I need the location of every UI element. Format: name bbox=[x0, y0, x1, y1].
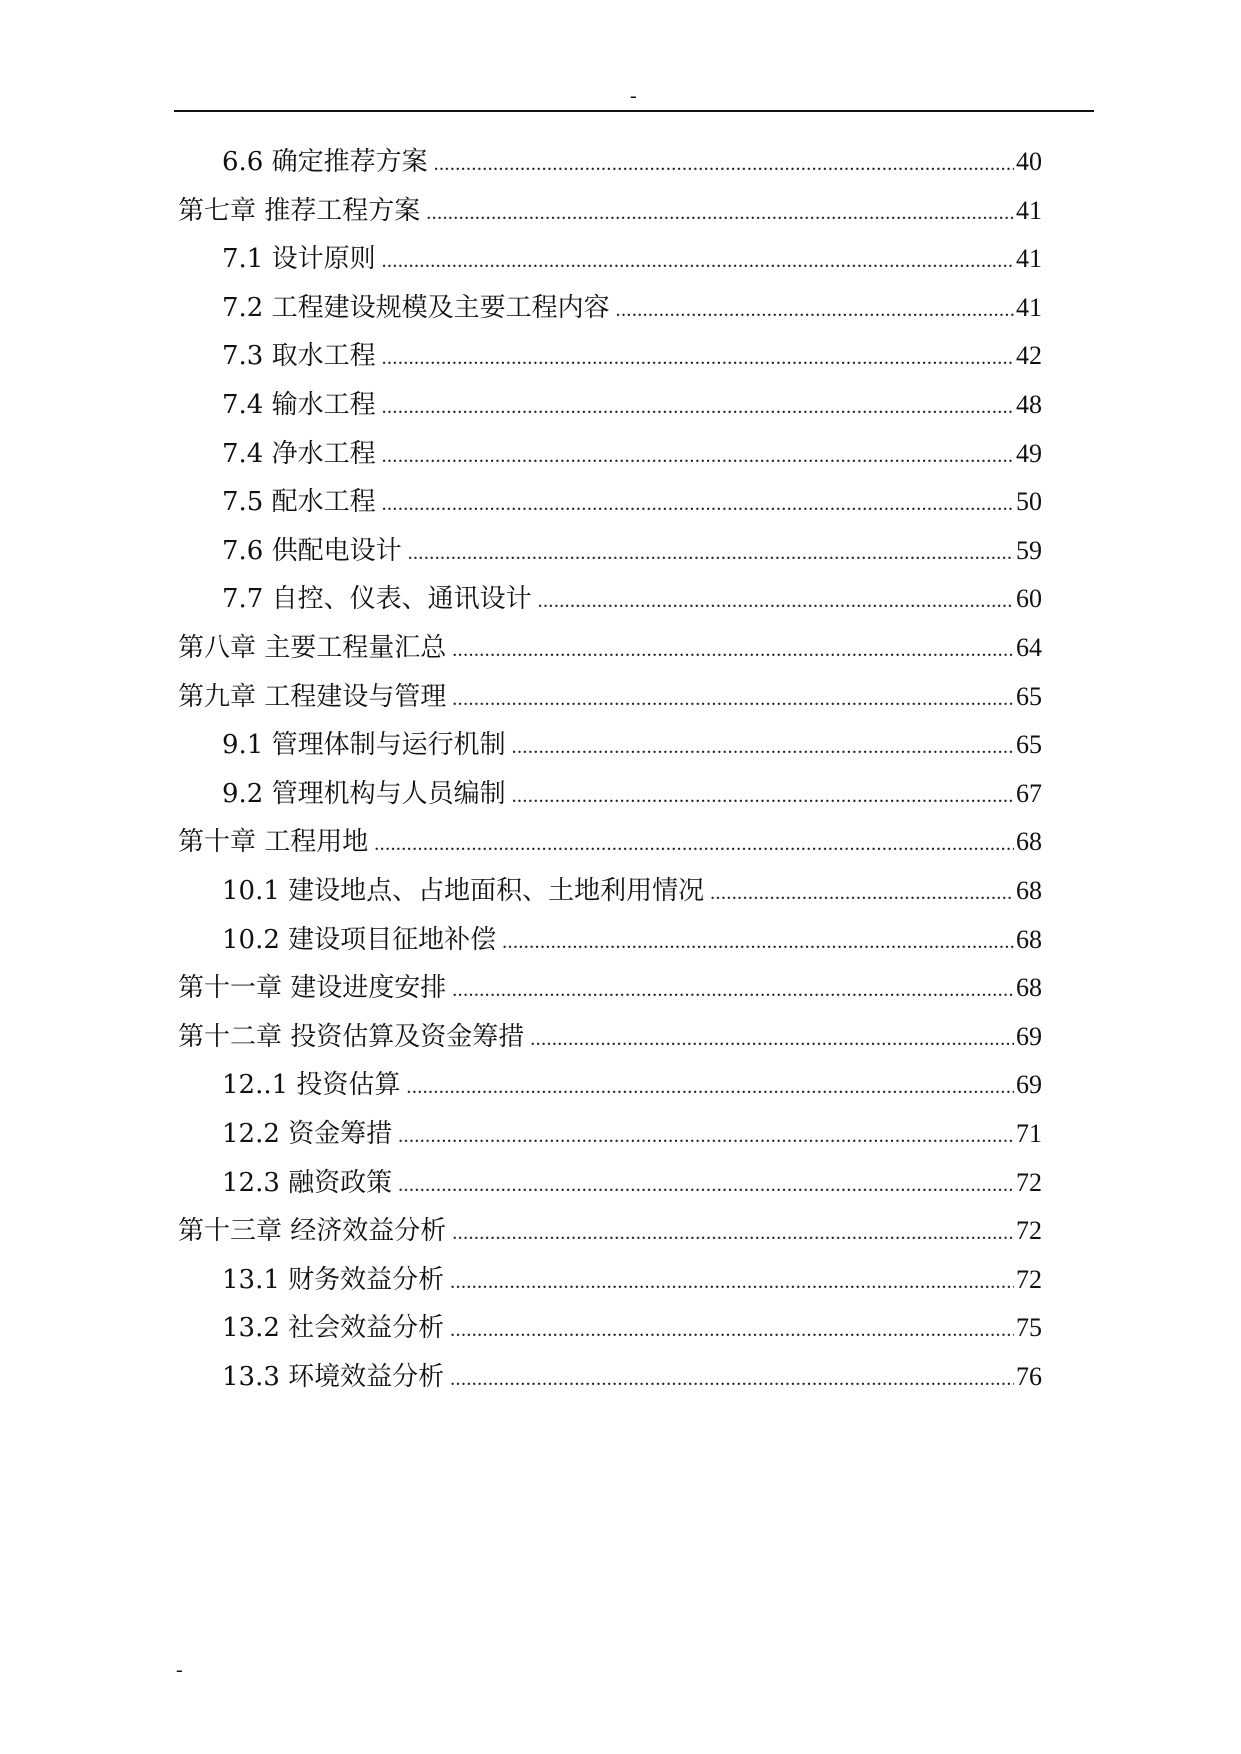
toc-entry-page-number: 48 bbox=[1016, 390, 1042, 419]
toc-dot-leader bbox=[616, 290, 1014, 330]
toc-entry[interactable] bbox=[178, 628, 1042, 668]
toc-dot-leader bbox=[382, 241, 1014, 281]
toc-dot-leader bbox=[502, 922, 1014, 962]
toc-entry-page-number: 64 bbox=[1016, 633, 1042, 662]
toc-dot-leader bbox=[512, 776, 1014, 816]
toc-entry[interactable] bbox=[178, 677, 1042, 717]
toc-entry[interactable] bbox=[222, 1114, 1042, 1154]
toc-entry-title: 7.4 输水工程 bbox=[222, 390, 376, 420]
toc-entry[interactable] bbox=[178, 968, 1042, 1008]
toc-entry-page-number: 41 bbox=[1016, 244, 1042, 273]
toc-entry-title: 7.2 工程建设规模及主要工程内容 bbox=[222, 293, 610, 323]
toc-entry-title: 第九章 工程建设与管理 bbox=[178, 682, 447, 712]
toc-entry-title: 第十一章 建设进度安排 bbox=[178, 973, 447, 1003]
toc-entry-title: 6.6 确定推荐方案 bbox=[222, 147, 428, 177]
toc-dot-leader bbox=[452, 970, 1014, 1010]
toc-entry[interactable] bbox=[222, 434, 1042, 474]
toc-dot-leader bbox=[382, 338, 1014, 378]
toc-entry-page-number: 41 bbox=[1016, 293, 1042, 322]
toc-entry[interactable] bbox=[222, 385, 1042, 425]
toc-entry-title: 13.2 社会效益分析 bbox=[222, 1313, 445, 1343]
toc-dot-leader bbox=[408, 533, 1014, 573]
toc-entry-title: 第十三章 经济效益分析 bbox=[178, 1216, 447, 1246]
toc-entry-title: 第八章 主要工程量汇总 bbox=[178, 633, 447, 663]
toc-entry-page-number: 49 bbox=[1016, 439, 1042, 468]
toc-dot-leader bbox=[434, 144, 1014, 184]
toc-entry-title: 第七章 推荐工程方案 bbox=[178, 196, 421, 226]
toc-dot-leader bbox=[426, 193, 1014, 233]
toc-entry[interactable] bbox=[222, 482, 1042, 522]
header-mark: - bbox=[630, 85, 637, 107]
toc-entry-title: 12.3 融资政策 bbox=[222, 1168, 393, 1198]
toc-entry-title: 7.1 设计原则 bbox=[222, 244, 376, 274]
toc-entry-page-number: 60 bbox=[1016, 584, 1042, 613]
toc-entry-page-number: 50 bbox=[1016, 487, 1042, 516]
toc-entry[interactable] bbox=[222, 725, 1042, 765]
toc-entry-page-number: 41 bbox=[1016, 196, 1042, 225]
toc-entry-page-number: 68 bbox=[1016, 876, 1042, 905]
toc-entry-title: 13.1 财务效益分析 bbox=[222, 1265, 445, 1295]
toc-dot-leader bbox=[450, 1262, 1014, 1302]
toc-entry-title: 7.3 取水工程 bbox=[222, 341, 376, 371]
toc-entry[interactable] bbox=[222, 336, 1042, 376]
toc-entry-title: 第十二章 投资估算及资金筹措 bbox=[178, 1022, 525, 1052]
toc-dot-leader bbox=[382, 484, 1014, 524]
toc-entry[interactable] bbox=[222, 288, 1042, 328]
toc-entry-title: 7.5 配水工程 bbox=[222, 487, 376, 517]
toc-entry[interactable] bbox=[222, 871, 1042, 911]
toc-entry[interactable] bbox=[222, 774, 1042, 814]
toc-entry-title: 13.3 环境效益分析 bbox=[222, 1362, 445, 1392]
toc-entry[interactable] bbox=[222, 1163, 1042, 1203]
toc-dot-leader bbox=[512, 727, 1014, 767]
toc-entry-page-number: 72 bbox=[1016, 1265, 1042, 1294]
toc-entry-page-number: 69 bbox=[1016, 1022, 1042, 1051]
toc-dot-leader bbox=[398, 1165, 1014, 1205]
toc-entry[interactable] bbox=[222, 920, 1042, 960]
toc-dot-leader bbox=[452, 1213, 1014, 1253]
toc-dot-leader bbox=[452, 679, 1014, 719]
toc-entry-page-number: 75 bbox=[1016, 1313, 1042, 1342]
toc-entry-page-number: 76 bbox=[1016, 1362, 1042, 1391]
toc-dot-leader bbox=[374, 824, 1014, 864]
toc-entry[interactable] bbox=[178, 1017, 1042, 1057]
toc-entry-page-number: 71 bbox=[1016, 1119, 1042, 1148]
toc-dot-leader bbox=[382, 436, 1014, 476]
toc-entry-page-number: 40 bbox=[1016, 147, 1042, 176]
toc-dot-leader bbox=[382, 387, 1014, 427]
toc-dot-leader bbox=[452, 630, 1014, 670]
toc-entry-title: 9.1 管理体制与运行机制 bbox=[222, 730, 506, 760]
toc-entry[interactable] bbox=[222, 1308, 1042, 1348]
toc-entry-page-number: 67 bbox=[1016, 779, 1042, 808]
toc-dot-leader bbox=[538, 581, 1014, 621]
toc-entry[interactable] bbox=[222, 531, 1042, 571]
toc-entry-title: 12..1 投资估算 bbox=[222, 1070, 401, 1100]
toc-entry-page-number: 59 bbox=[1016, 536, 1042, 565]
toc-entry[interactable] bbox=[222, 1065, 1042, 1105]
toc-dot-leader bbox=[450, 1310, 1014, 1350]
toc-entry-page-number: 68 bbox=[1016, 827, 1042, 856]
toc-dot-leader bbox=[450, 1359, 1014, 1399]
toc-entry-page-number: 69 bbox=[1016, 1070, 1042, 1099]
footer-mark: - bbox=[176, 1659, 183, 1681]
toc-entry[interactable] bbox=[222, 1357, 1042, 1397]
toc-entry-page-number: 68 bbox=[1016, 925, 1042, 954]
toc-entry[interactable] bbox=[222, 239, 1042, 279]
toc-dot-leader bbox=[398, 1116, 1014, 1156]
toc-entry[interactable] bbox=[178, 1211, 1042, 1251]
toc-entry[interactable] bbox=[178, 822, 1042, 862]
toc-dot-leader bbox=[710, 873, 1014, 913]
toc-entry[interactable] bbox=[178, 191, 1042, 231]
toc-entry-title: 7.7 自控、仪表、通讯设计 bbox=[222, 584, 532, 614]
toc-entry[interactable] bbox=[222, 142, 1042, 182]
toc-entry[interactable] bbox=[222, 579, 1042, 619]
toc-entry-page-number: 65 bbox=[1016, 730, 1042, 759]
toc-dot-leader bbox=[406, 1067, 1014, 1107]
toc-entry-page-number: 72 bbox=[1016, 1216, 1042, 1245]
toc-entry-title: 10.1 建设地点、占地面积、土地利用情况 bbox=[222, 876, 705, 906]
toc-entry-title: 7.4 净水工程 bbox=[222, 439, 376, 469]
toc-entry-title: 12.2 资金筹措 bbox=[222, 1119, 393, 1149]
toc-entry-page-number: 65 bbox=[1016, 682, 1042, 711]
header-rule bbox=[174, 110, 1094, 112]
toc-entry-title: 10.2 建设项目征地补偿 bbox=[222, 925, 497, 955]
toc-dot-leader bbox=[530, 1019, 1014, 1059]
toc-entry-title: 7.6 供配电设计 bbox=[222, 536, 402, 566]
toc-entry-page-number: 68 bbox=[1016, 973, 1042, 1002]
toc-entry-page-number: 42 bbox=[1016, 341, 1042, 370]
toc-entry-title: 第十章 工程用地 bbox=[178, 827, 369, 857]
toc-entry-title: 9.2 管理机构与人员编制 bbox=[222, 779, 506, 809]
toc-entry-page-number: 72 bbox=[1016, 1168, 1042, 1197]
toc-entry[interactable] bbox=[222, 1260, 1042, 1300]
